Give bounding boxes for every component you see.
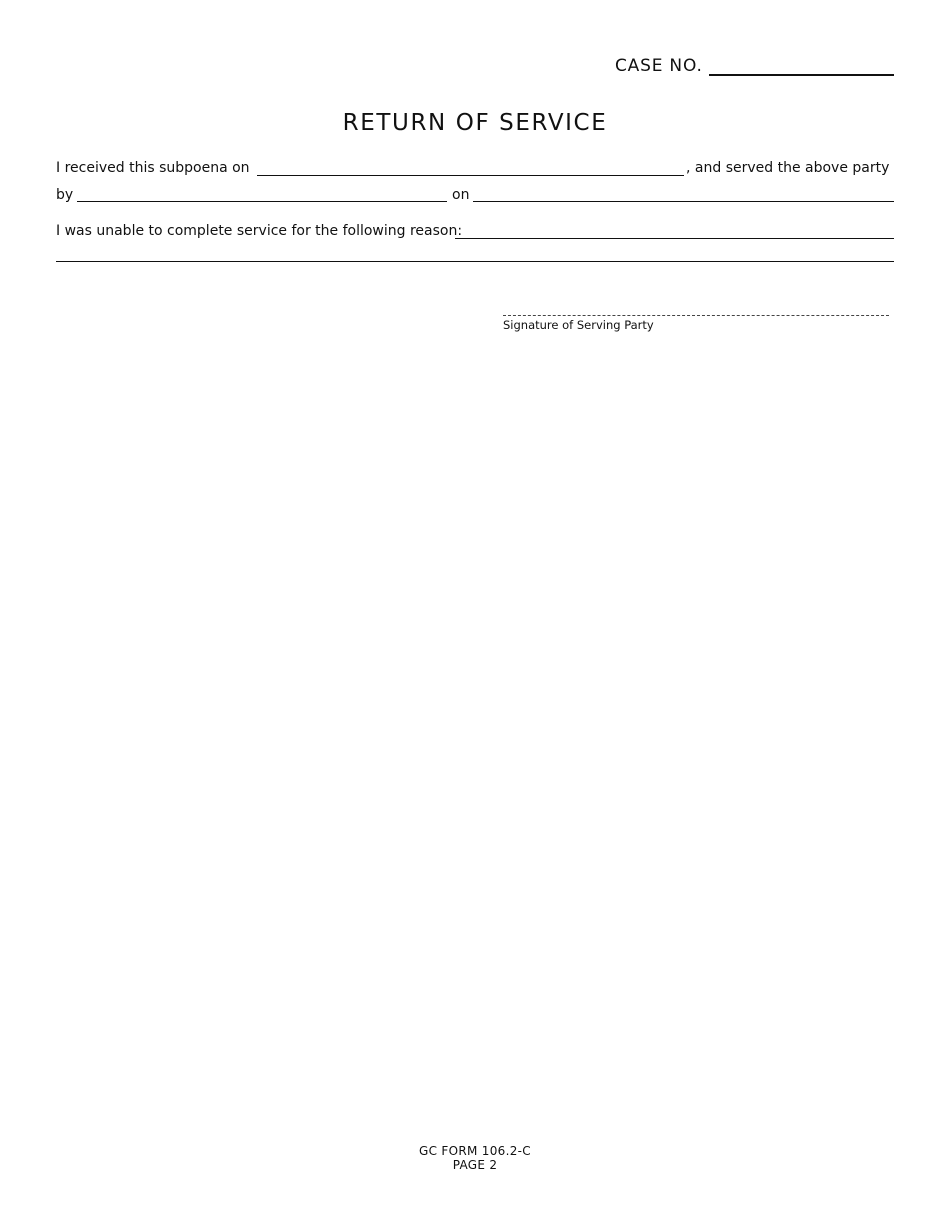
served-by-field[interactable]	[77, 201, 447, 202]
form-title: RETURN OF SERVICE	[342, 110, 608, 136]
served-label: , and served the above party	[686, 160, 890, 176]
page-number: PAGE 2	[452, 1158, 498, 1172]
unable-reason-field-continued[interactable]	[56, 261, 894, 262]
signature-line[interactable]	[503, 315, 889, 316]
case-no-field[interactable]	[709, 74, 894, 76]
on-label: on	[452, 187, 470, 203]
form-id: GC FORM 106.2-C	[419, 1144, 531, 1158]
unable-label: I was unable to complete service for the following reason:	[56, 223, 463, 239]
served-on-field[interactable]	[473, 201, 894, 202]
received-label: I received this subpoena on	[56, 160, 250, 176]
case-no-label: CASE NO.	[615, 56, 703, 76]
by-label: by	[56, 187, 74, 203]
signature-label: Signature of Serving Party	[503, 318, 654, 332]
received-date-field[interactable]	[257, 175, 684, 176]
unable-reason-field[interactable]	[455, 238, 894, 239]
